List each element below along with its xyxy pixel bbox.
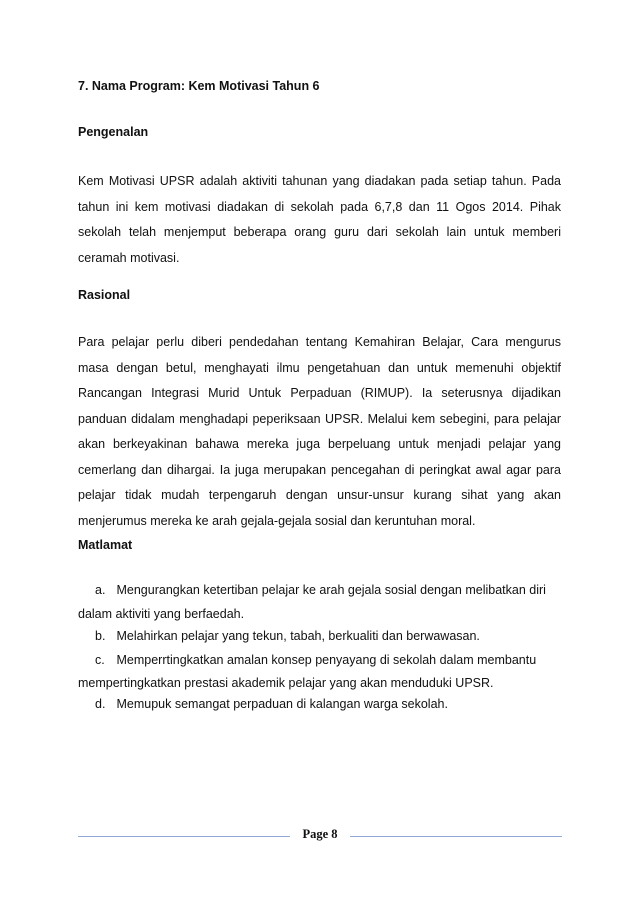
footer-rule-right [350, 836, 562, 837]
list-item [78, 580, 561, 601]
list-item [78, 650, 561, 671]
item-marker: c. [95, 653, 105, 667]
page-number: Page 8 [302, 827, 338, 841]
paragraph-pengenalan: Kem Motivasi UPSR adalah aktiviti tahunan yang diadakan pada setiap tahun. Pada tahun ini kem motivasi diadakan di sekolah pada 6,7,8 dan 11 Ogos 2014. Pihak sekolah telah menjemput beberapa orang guru dari sekolah lain untuk memberi ceramah motivasi. [78, 174, 561, 265]
item-text: Mengurangkan ketertiban pelajar ke arah gejala sosial dengan melibatkan diri [116, 583, 546, 597]
paragraph-rasional: Para pelajar perlu diberi pendedahan tentang Kemahiran Belajar, Cara mengurus masa dengan betul, menghayati ilmu pengetahuan dan untuk memenuhi objektif Rancangan Integrasi Murid Untuk Perpaduan (RIMUP). Ia seterusnya dijadikan panduan didalam menghadapi peperiksaan UPSR. Melalui kem sebegini, para pelajar akan berkeyakinan bahawa mereka juga berpeluang untuk menjadi pelajar yang cemerlang dan dihargai. Ia juga merupakan pencegahan di peringkat awal agar para pelajar tidak mudah terpengaruh dengan unsur-unsur kurang sihat yang akan menjerumus mereka ke arah gejala-gejala sosial dan keruntuhan moral. [78, 335, 561, 528]
footer-rule-left [78, 836, 290, 837]
list-item-continuation: mempertingkatkan prestasi akademik pelajar yang akan menduduki UPSR. [78, 676, 494, 690]
item-text: Memupuk semangat perpaduan di kalangan warga sekolah. [116, 697, 448, 711]
list-item-continuation: dalam aktiviti yang berfaedah. [78, 607, 245, 621]
item-text: Melahirkan pelajar yang tekun, tabah, berkualiti dan berwawasan. [116, 629, 480, 643]
heading-matlamat: Matlamat [78, 538, 133, 552]
item-marker: b. [95, 629, 106, 643]
heading-pengenalan: Pengenalan [78, 125, 149, 139]
item-text: Memperrtingkatkan amalan konsep penyayang di sekolah dalam membantu [116, 653, 537, 667]
list-item [78, 626, 561, 647]
item-marker: d. [95, 697, 106, 711]
item-marker: a. [95, 583, 106, 597]
program-title: 7. Nama Program: Kem Motivasi Tahun 6 [78, 79, 320, 93]
list-item [78, 694, 561, 715]
heading-rasional: Rasional [78, 288, 131, 302]
